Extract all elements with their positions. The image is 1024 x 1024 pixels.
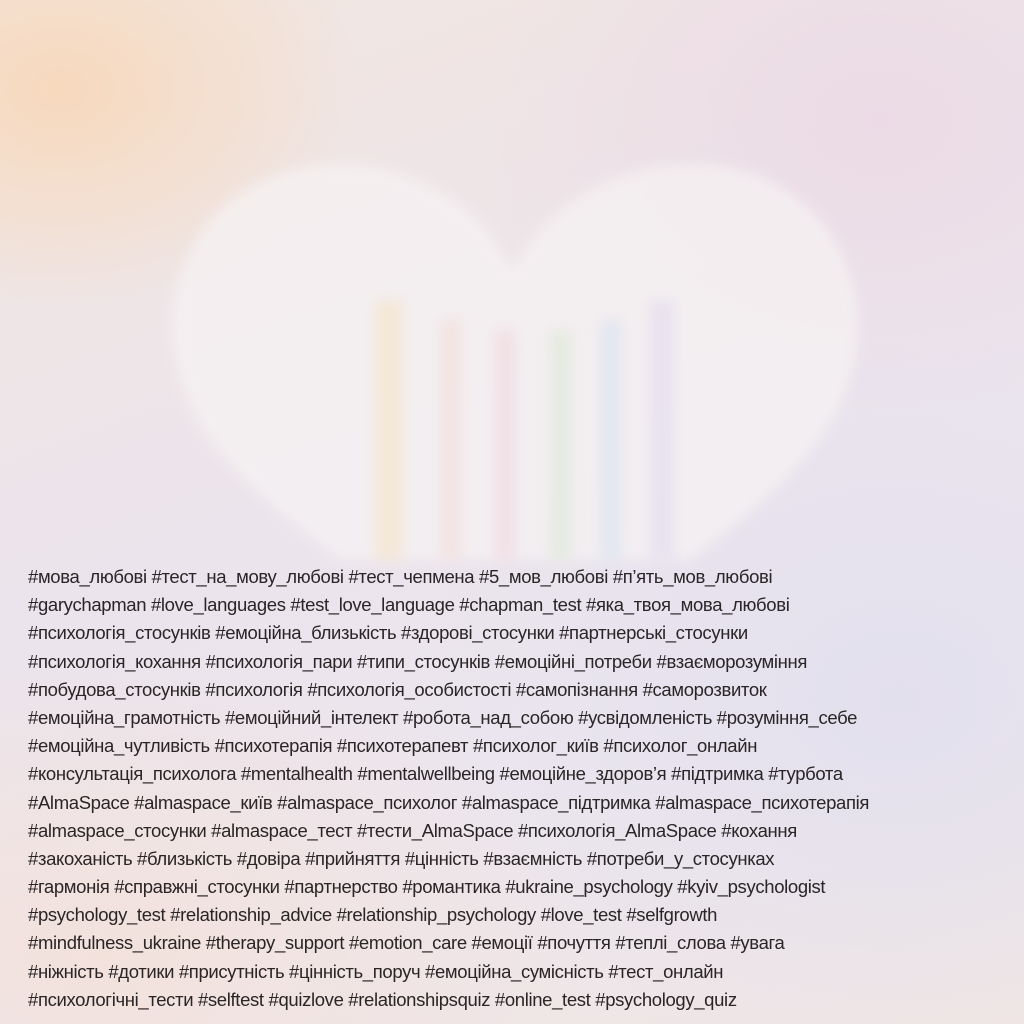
hashtag-line: #garychapman #love_languages #test_love_language #chapman_test #яка_твоя_мова_любові [28, 594, 790, 616]
hashtag-line: #закоханість #близькість #довіра #прийняття #цінність #взаємність #потреби_у_стосунках [28, 847, 775, 869]
hashtag-line: #психологія_стосунків #емоційна_близькість #здорові_стосунки #партнерські_стосунки [28, 622, 748, 644]
hashtag-line: #psychology_test #relationship_advice #relationship_psychology #love_test #selfgrowth [28, 904, 718, 926]
hashtag-line: #емоційна_чутливість #психотерапія #психотерапевт #психолог_київ #психолог_онлайн [28, 735, 758, 757]
hashtag-line: #AlmaSpace #almaspace_київ #almaspace_психолог #almaspace_підтримка #almaspace_психотерапія [28, 791, 870, 813]
hashtag-line: #almaspace_стосунки #almaspace_тест #тести_AlmaSpace #психологія_AlmaSpace #кохання [28, 819, 797, 841]
hashtag-line: #ніжність #дотики #присутність #цінність_поруч #емоційна_сумісність #тест_онлайн [28, 960, 724, 982]
hashtag-line: #гармонія #справжні_стосунки #партнерство #романтика #ukraine_psychology #kyiv_psychologist [28, 876, 826, 898]
hashtag-line: #побудова_стосунків #психологія #психологія_особистості #самопізнання #саморозвиток [28, 678, 767, 700]
hashtag-line: #емоційна_грамотність #емоційний_інтелект #робота_над_собою #усвідомленість #розуміння_себе [28, 706, 858, 728]
hashtag-block [28, 563, 869, 1014]
hashtag-line: #консультація_психолога #mentalhealth #mentalwellbeing #емоційне_здоров’я #підтримка #турбота [28, 763, 843, 785]
hashtag-line: #психологія_кохання #психологія_пари #типи_стосунків #емоційні_потреби #взаєморозуміння [28, 650, 808, 672]
hashtag-line: #мова_любові #тест_на_мову_любові #тест_чепмена #5_мов_любові #п’ять_мов_любові [28, 566, 773, 587]
hashtag-line: #mindfulness_ukraine #therapy_support #emotion_care #емоції #почуття #теплі_слова #увага [28, 932, 785, 954]
hashtag-line: #психологічні_тести #selftest #quizlove #relationshipsquiz #online_test #psychology_quiz [28, 988, 737, 1010]
